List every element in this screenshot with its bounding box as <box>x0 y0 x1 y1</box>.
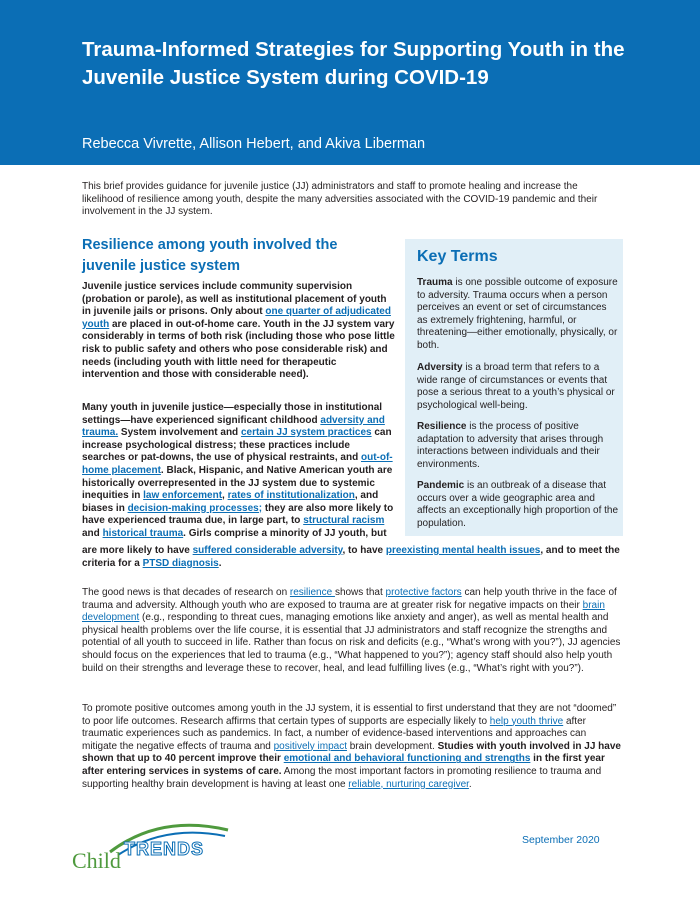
link-institutionalization[interactable]: rates of institutionalization <box>227 490 355 502</box>
link-decision-making[interactable]: decision-making processes; <box>127 502 263 514</box>
logo-trends-text: TRENDS <box>124 839 205 859</box>
publication-date: September 2020 <box>522 834 600 846</box>
link-brain-development[interactable]: brain development <box>82 599 605 624</box>
link-mental-health[interactable]: preexisting mental health issues <box>385 545 541 556</box>
paragraph-3: The good news is that decades of research on resilience shows that protective factors can help youth thrive in the face of trauma and adversity. Although youth who are exposed to trauma are at greater risk for negative impacts on their brain development (e.g., responding to threat cues, managing emotions like anxiety and anger), as well as mental health and physical health problems over the life course, it is essential that JJ administrators and staff recognize the strengths and potential of all youth to succeed in life. Rather than focus on risk and deficits (e.g., “What’s wrong with you?”), JJ agencies should focus on the experiences that led to trauma (e.g., “What happened to you?”); agency staff should also help youth build on their strengths and leverage these to recover, heal, and lead fulfilling lives (e.g., “What’s right with you?”). <box>82 587 621 674</box>
logo-child-text: Child <box>72 848 121 873</box>
link-resilience[interactable]: resilience <box>289 587 335 598</box>
link-adjudicated-youth[interactable]: one quarter of adjudicated youth <box>82 306 391 330</box>
page-title: Trauma-Informed Strategies for Supporting Youth in the Juvenile Justice System during COVID-19 <box>82 38 625 89</box>
section-heading: Resilience among youth involved the juvenile justice system <box>82 237 338 274</box>
link-adversity-trauma[interactable]: adversity and trauma. <box>82 414 385 439</box>
link-positively-impact[interactable]: positively impact <box>273 740 347 752</box>
link-jj-practices[interactable]: certain JJ system practices <box>240 427 372 439</box>
term-resilience: Resilience is the process of positive adaptation to adversity that arises through interactions between individuals and their environments. <box>417 421 604 470</box>
term-trauma: Trauma is one possible outcome of exposure to adversity. Trauma occurs when a person perceives an event or set of circumstances as extremely frightening, harmful, or threatening—either emotionally, physically, or both. <box>417 277 618 351</box>
link-help-youth-thrive[interactable]: help youth thrive <box>489 715 564 727</box>
link-law-enforcement[interactable]: law enforcement <box>143 490 223 502</box>
link-structural-racism[interactable]: structural racism <box>303 515 385 527</box>
link-protective-factors[interactable]: protective factors <box>385 587 462 598</box>
paragraph-2: Many youth in juvenile justice—especially those in institutional settings—have experienced significant childhood adversity and trauma. System involvement and certain JJ system practices can increase psychological distress; these practices include searches or pat-downs, the use of physical restraints, and out-of-home placement. Black, Hispanic, and Native American youth are historically overrepresented in the JJ system due to systemic inequities in law enforcement, rates of institutionalization, and biases in decision-making processes; they are also more likely to have experienced trauma due, in large part, to structural racism and historical trauma. Girls comprise a minority of JJ youth, but <box>82 402 394 539</box>
child-trends-logo <box>70 822 230 874</box>
link-out-of-home[interactable]: out-of-home placement <box>82 452 393 476</box>
intro-paragraph: This brief provides guidance for juvenile justice (JJ) administrators and staff to promote healing and increase the likelihood of resilience among youth, despite the many adversities associated with the COVID-19 pandemic and their involvement in the JJ system. <box>82 181 598 218</box>
paragraph-4: To promote positive outcomes among youth in the JJ system, it is essential to first understand that they are not “doomed” to poor life outcomes. Research affirms that certain types of supports are especially likely to help youth thrive after traumatic experiences such as pandemics. In fact, a number of evidence-based interventions and approaches can mitigate the negative effects of trauma and positively impact brain development. Studies with youth involved in JJ have shown that up to 40 percent improve their emotional and behavioral functioning and strengths in the first year after entering services in systems of care. Among the most important factors in promoting resilience to trauma and supporting healthy brain development is having at least one reliable, nurturing caregiver. <box>82 703 621 790</box>
paragraph-1: Juvenile justice services include community supervision (probation or parole), as well as institutional placement of youth in juvenile jails or prisons. Only about one quarter of adjudicated youth are placed in out-of-home care. Youth in the JJ system vary considerably in terms of both risk (including those who pose little risk to public safety and others who pose considerable risk) and needs (including youth with little need for therapeutic intervention and those with considerable need). <box>82 281 395 381</box>
key-terms-sidebar <box>405 239 623 536</box>
link-emotional-behavioral[interactable]: emotional and behavioral functioning and strengths <box>283 753 531 765</box>
key-terms-title: Key Terms <box>417 248 498 265</box>
link-considerable-adversity[interactable]: suffered considerable adversity <box>192 545 343 556</box>
header-banner <box>0 0 700 165</box>
term-pandemic: Pandemic is an outbreak of a disease that occurs over a wide geographic area and affects an exceptionally high proportion of the population. <box>417 480 619 529</box>
link-historical-trauma[interactable]: historical trauma <box>102 527 184 539</box>
link-nurturing-caregiver[interactable]: reliable, nurturing caregiver <box>348 778 469 790</box>
term-adversity: Adversity is a broad term that refers to a wide range of circumstances or events that pose a serious threat to a youth’s physical or psychological well-being. <box>417 362 615 411</box>
paragraph-2-continued: are more likely to have suffered considerable adversity, to have preexisting mental health issues, and to meet the criteria for a PTSD diagnosis. <box>82 545 620 569</box>
authors: Rebecca Vivrette, Allison Hebert, and Akiva Liberman <box>82 136 426 152</box>
link-ptsd[interactable]: PTSD diagnosis <box>142 557 219 569</box>
